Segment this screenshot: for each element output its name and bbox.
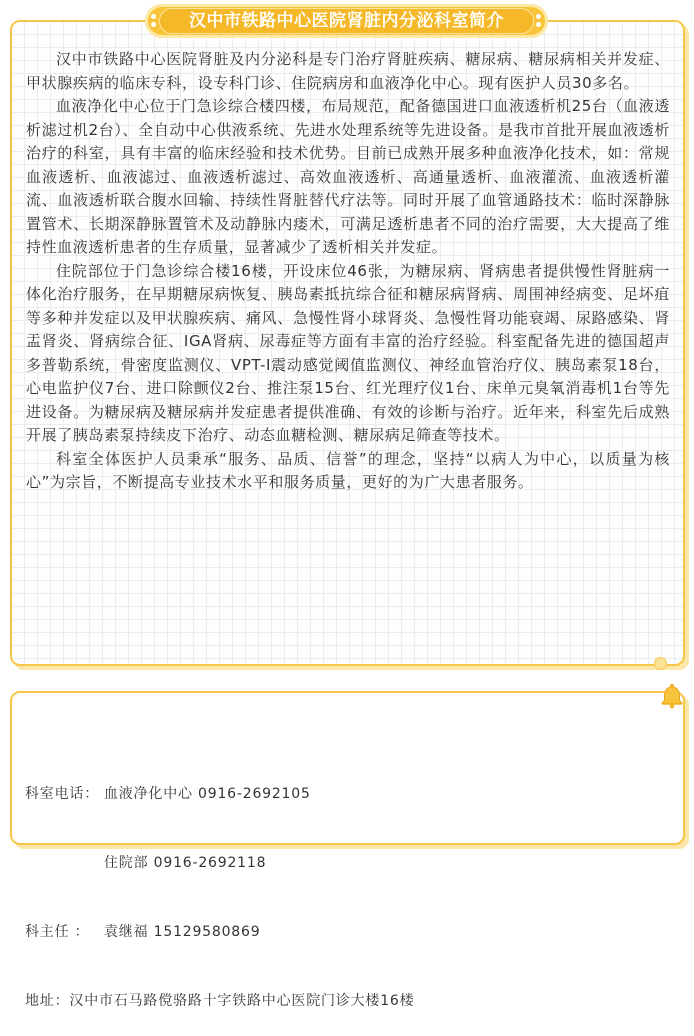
paragraph-blood-purification: 血液净化中心位于门急诊综合楼四楼，布局规范，配备德国进口血液透析机25台（血液透析滤过机2台）、全自动中心供液系统、先进水处理系统等先进设备。是我市首批开展血液透析治疗的科室，具有丰富的临床经验和技术优势。目前已成熟开展多种血液净化技术，如：常规血液透析、血液滤过、血液透析滤过、高效血液透析、高通量透析、血液灌流、血液透析灌流、血液透析联合腹水回输、持续性肾脏替代疗法等。同时开展了血管通路技术：临时深静脉置管术、长期深静脉置管术及动静脉内瘘术，可满足透析患者不同的治疗需要，大大提高了维持性血液透析患者的生存质量，显著减少了透析相关并发症。 [26, 97, 670, 256]
contact-info [25, 737, 414, 1036]
phone-inpatient: 住院部 0916-2692118 [104, 855, 267, 871]
intro-content [26, 48, 670, 495]
director-line [25, 921, 414, 944]
director-label: 科主任 ： [25, 924, 90, 940]
paragraph-philosophy: 科室全体医护人员秉承“服务、品质、信誉”的理念，坚持“以病人为中心，以质量为核心”为宗旨，不断提高专业技术水平和服务质量，更好的为广大患者服务。 [26, 449, 670, 491]
address-value: 汉中市石马路傥骆路十字铁路中心医院门诊大楼16楼 [69, 993, 415, 1009]
address-label: 地址： [25, 993, 70, 1009]
phone-blood-purification: 血液净化中心 0916-2692105 [104, 786, 311, 802]
paragraph-inpatient: 住院部位于门急诊综合楼16楼，开设床位46张，为糖尿病、肾病患者提供慢性肾脏病一体化治疗服务，在早期糖尿病恢复、胰岛素抵抗综合征和糖尿病肾病、周围神经病变、足坏疽等多种并发症以及甲状腺疾病、痛风、急慢性肾小球肾炎、急慢性肾功能衰竭、尿路感染、肾盂肾炎、肾病综合征、IGA肾病、尿毒症等方面有丰富的治疗经验。科室配备先进的德国超声多普勒系统，骨密度监测仪、VPT-I震动感觉阈值监测仪、神经血管治疗仪、胰岛素泵18台，心电监护仪7台、进口除颤仪2台、推注泵15台、红光理疗仪1台、床单元臭氧消毒机1台等先进设备。为糖尿病及糖尿病并发症患者提供准确、有效的诊断与治疗。近年来，科室先后成熟开展了胰岛素泵持续皮下治疗、动态血糖检测、糖尿病足筛查等技术。 [26, 261, 670, 444]
director-info: 袁继福 15129580869 [104, 924, 261, 940]
phone-label: 科室电话： [25, 786, 99, 802]
paragraph-overview: 汉中市铁路中心医院肾脏及内分泌科是专门治疗肾脏疾病、糖尿病、糖尿病相关并发症、甲状腺疾病的临床专科，设专科门诊、住院病房和血液净化中心。现有医护人员30多名。 [26, 50, 670, 92]
card-corner-dot [654, 657, 667, 670]
phone-line-2 [25, 852, 414, 875]
bell-icon [660, 683, 684, 709]
page-title: 汉中市铁路中心医院肾脏内分泌科室简介 [189, 11, 504, 31]
address-line [25, 990, 414, 1013]
phone-line-1 [25, 783, 414, 806]
title-banner [145, 4, 548, 38]
